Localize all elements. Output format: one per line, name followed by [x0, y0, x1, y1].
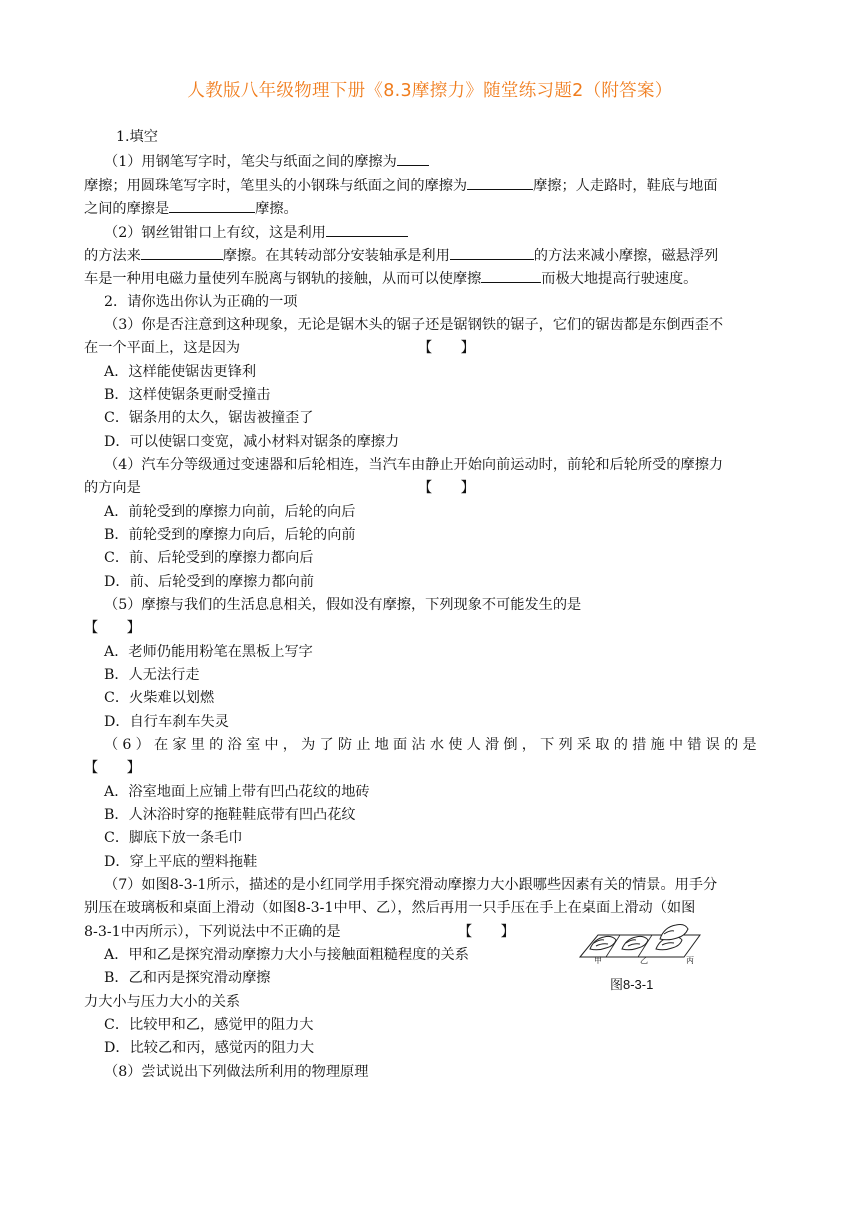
q7-option-d: D．比较乙和丙，感觉丙的阻力大 — [104, 1040, 315, 1056]
q2-line-2: 的方法来 摩擦。在其转动部分安装轴承是利用 的方法来减小摩擦，磁悬浮列 — [84, 245, 718, 266]
q3-option-d: D．可以使锯口变宽，减小材料对锯条的摩擦力 — [104, 434, 400, 450]
q4-option-d: D．前、后轮受到的摩擦力都向前 — [104, 574, 315, 590]
page-title: 人教版八年级物理下册《8.3摩擦力》随堂练习题2（附答案） — [187, 81, 673, 101]
section-1-heading: 1.填空 — [116, 129, 158, 145]
q5-option-a: A．老师仍能用粉笔在黑板上写字 — [104, 644, 313, 660]
q4-option-c: C．前、后轮受到的摩擦力都向后 — [104, 550, 314, 566]
hand-bing-icon — [656, 925, 688, 950]
q7-option-c: C．比较甲和乙，感觉甲的阻力大 — [104, 1017, 314, 1033]
q3-option-b: B．这样使锯条更耐受撞击 — [104, 387, 271, 403]
q4-stem-2: 的方向是 — [84, 480, 141, 496]
q3-stem-2: 在一个平面上，这是因为 — [84, 340, 241, 356]
q2-line-1: （2）钢丝钳钳口上有纹，这是利用 — [104, 222, 408, 243]
q5-option-c: C．火柴难以划燃 — [104, 690, 215, 706]
q3-option-c: C．锯条用的太久，锯齿被撞歪了 — [104, 410, 314, 426]
figure-part-labels — [594, 955, 694, 966]
q4-option-b: B．前轮受到的摩擦力向后，后轮的向前 — [104, 527, 356, 543]
figure-8-3-1 — [576, 915, 706, 967]
q3-stem-1: （3）你是否注意到这种现象，无论是锯木头的锯子还是锯钢铁的锯子，它们的锯齿都是东倒西歪不 — [104, 317, 724, 333]
q7-stem-1: （7）如图8-3-1所示，描述的是小红同学用手探究滑动摩擦力大小跟哪些因素有关的情景。用手分 — [104, 877, 718, 893]
q7-stem-2: 别压在玻璃板和桌面上滑动（如图8-3-1中甲、乙），然后再用一只手压在手上在桌面上滑动（如图 — [84, 900, 696, 916]
q1-line-3: 之间的摩擦是 摩擦。 — [84, 198, 298, 219]
q6-answer-bracket[interactable]: 【 】 — [84, 760, 141, 776]
q7-option-a: A．甲和乙是探究滑动摩擦力大小与接触面粗糙程度的关系 — [104, 947, 469, 963]
q1-line-2: 摩擦；用圆珠笔写字时，笔里头的小钢珠与纸面之间的摩擦为 摩擦；人走路时，鞋底与地面 — [84, 175, 718, 196]
q8-stem: （8）尝试说出下列做法所利用的物理原理 — [104, 1064, 369, 1080]
q6-option-b: B．人沐浴时穿的拖鞋鞋底带有凹凸花纹 — [104, 807, 356, 823]
q5-answer-bracket[interactable]: 【 】 — [84, 620, 141, 636]
section-2-heading: 2．请你选出你认为正确的一项 — [104, 294, 298, 310]
q7-option-b: B．乙和丙是探究滑动摩擦 — [104, 970, 271, 986]
q3-answer-bracket[interactable]: 【 】 — [418, 340, 475, 356]
figure-caption: 图8-3-1 — [610, 977, 654, 992]
q5-option-b: B．人无法行走 — [104, 667, 200, 683]
q7-answer-bracket[interactable]: 【 】 — [458, 924, 515, 940]
q7-option-b-cont: 力大小与压力大小的关系 — [84, 994, 241, 1010]
q7-stem-3: 8-3-1中丙所示），下列说法中不正确的是 — [84, 924, 341, 940]
q6-option-c: C．脚底下放一条毛巾 — [104, 830, 243, 846]
q4-stem-1: （4）汽车分等级通过变速器和后轮相连，当汽车由静止开始向前运动时，前轮和后轮所受的摩擦力 — [104, 457, 724, 473]
q5-option-d: D．自行车刹车失灵 — [104, 714, 229, 730]
q6-stem: （6）在家里的浴室中，为了防止地面沾水使人滑倒，下列采取的措施中错误的是 — [104, 737, 761, 753]
q4-option-a: A．前轮受到的摩擦力向前，后轮的向后 — [104, 504, 356, 520]
figure-label-yi: 乙 — [640, 956, 648, 965]
q3-option-a: A．这样能使锯齿更锋利 — [104, 364, 257, 380]
figure-label-bing: 丙 — [686, 956, 694, 965]
figure-label-jia: 甲 — [594, 956, 602, 965]
q6-option-d: D．穿上平底的塑料拖鞋 — [104, 854, 258, 870]
q1-line-1: （1）用钢笔写字时，笔尖与纸面之间的摩擦为 — [104, 151, 429, 172]
q4-answer-bracket[interactable]: 【 】 — [418, 480, 475, 496]
q6-option-a: A．浴室地面上应铺上带有凹凸花纹的地砖 — [104, 784, 370, 800]
q5-stem: （5）摩擦与我们的生活息息相关，假如没有摩擦，下列现象不可能发生的是 — [104, 597, 582, 613]
q2-line-3: 车是一种用电磁力量使列车脱离与钢轨的接触，从而可以使摩擦 而极大地提高行驶速度。 — [84, 268, 697, 289]
